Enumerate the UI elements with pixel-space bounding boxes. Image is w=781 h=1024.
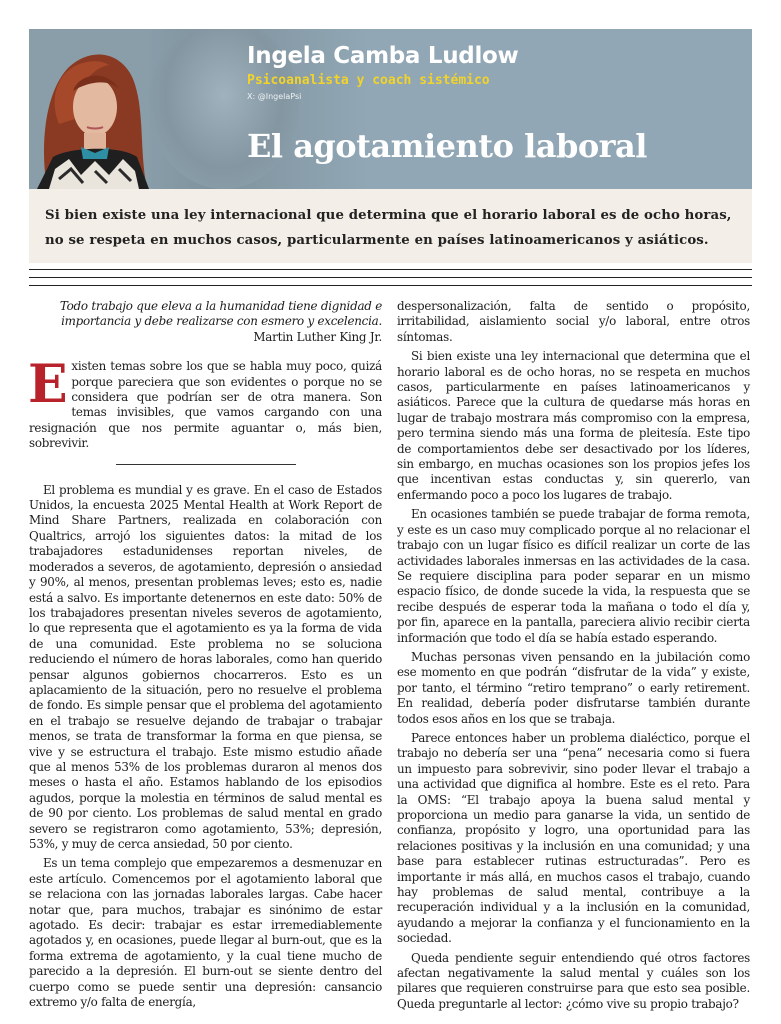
author-portrait: [29, 29, 149, 189]
epigraph-author: Martin Luther King Jr.: [253, 329, 382, 344]
drop-cap: E: [28, 354, 68, 416]
body-paragraph: Parece entonces haber un problema dialéctico, porque el trabajo no debería ser una “pena” necesaria como si fuera un impuesto para sobrevivir, sino poder llevar el trabajo a una actividad que dignifica al hombre. Este es el reto. Para la OMS: “El trabajo apoya la buena salud mental y proporciona un medio para ganarse la vida, un sentido de confianza, propósito y logro, una oportunidad para las relaciones positivas y la inclusión en una comunidad; y una base para establecer rutinas estructuradas”. Pero es importante ir más allá, en muchos casos el trabajo, cuando hay problemas de salud mental, contribuye a la recuperación individual y a la inclusión en la comunidad, ayudando a mejorar la confianza y el funcionamiento en la sociedad.: [397, 730, 750, 946]
left-column: [29, 299, 382, 1014]
author-role: Psicoanalista y coach sistémico: [247, 73, 490, 88]
body-paragraph: Muchas personas viven pensando en la jubilación como ese momento en que podrán “disfrutar de la vida” y existe, por tanto, el término “retiro temprano” o early retirement. En realidad, debería poder disfrutarse también durante todos esos años en los que se trabaja.: [397, 649, 750, 726]
intro-text: xisten temas sobre los que se habla muy poco, quizá porque pareciera que son evidentes o porque no se considera que podrían ser de otra manera. Son temas invisibles, que vamos cargando con una resignación que nos permite aguantar o, más bien, sobrevivir.: [29, 359, 382, 451]
body-paragraph: Queda pendiente seguir entendiendo qué otros factores afectan negativamente la salud mental y cuáles son los pilares que requieren construirse para que esto sea posible. Queda preguntarle al lector: ¿cómo vive su propio trabajo?: [397, 950, 750, 1011]
divider-rule: [29, 285, 752, 286]
divider-rule: [29, 277, 752, 278]
right-column: [397, 299, 750, 1016]
intro-paragraph: [28, 354, 382, 451]
body-paragraph: El problema es mundial y es grave. En el caso de Estados Unidos, la encuesta 2025 Mental Health at Work Report de Mind Share Partners, realizada en colaboración con Qualtrics, arrojó los siguientes datos: la mitad de los trabajadores estadunidenses reportan niveles, de moderados a severos, de agotamiento, depresión o ansiedad y 90%, al menos, presentan problemas leves; esto es, nadie está a salvo. Es importante detenernos en este dato: 50% de los trabajadores presentan niveles severos de agotamiento, lo que representa que el agotamiento es ya la forma de vida de una comunidad. Este problema no se soluciona reduciendo el número de horas laborales, como han querido pensar algunos gobiernos chocarreros. Esto es un aplacamiento de la situación, pero no resuelve el problema de fondo. Es simple pensar que el problema del agotamiento en el trabajo se resuelve dejando de trabajar o trabajar menos, se trata de transformar la forma en que piensa, se vive y se estructura el trabajo. Este mismo estudio añade que al menos 53% de los problemas duraron al menos dos meses o hasta el año. Estamos hablando de los episodios agudos, porque la molestia en términos de salud mental es de 90 por ciento. Los problemas de salud mental en grado severo se registraron como agotamiento, 53%; depresión, 53%, y muy de cerca ansiedad, 50 por ciento.: [29, 482, 382, 851]
article-lead: Si bien existe una ley internacional que determina que el horario laboral es de ocho horas, no se respeta en muchos casos, particularmente en países latinoamericanos y asiáticos.: [45, 208, 732, 248]
author-name: Ingela Camba Ludlow: [247, 43, 519, 69]
article-header: [29, 29, 752, 189]
section-divider: [116, 464, 296, 465]
epigraph-quote: Todo trabajo que eleva a la humanidad tiene dignidad e importancia y debe realizarse con esmero y excelencia.: [59, 299, 382, 329]
body-paragraph: despersonalización, falta de sentido o propósito, irritabilidad, aislamiento social y/o laboral, entre otros síntomas.: [397, 299, 750, 344]
author-handle: X: @IngelaPsi: [247, 92, 302, 101]
body-paragraph: Si bien existe una ley internacional que determina que el horario laboral es de ocho horas, no se respeta en muchos casos, particularmente en países latinoamericanos y asiáticos. Parece que la cultura de quedarse más horas en lugar de trabajo mostrara más compromiso con la empresa, pero termina siendo más una forma de pleitesía. Este tipo de comportamientos debe ser desactivado por los líderes, sin embargo, en muchas ocasiones son los propios jefes los que incentivan estas conductas y, sin quererlo, van enfermando poco a poco los lugares de trabajo.: [397, 349, 750, 502]
body-paragraph: En ocasiones también se puede trabajar de forma remota, y este es un caso muy complicado porque al no relacionar el trabajo con un lugar físico es difícil realizar un corte de las actividades laborales inmersas en las actividades de la casa. Se requiere disciplina para poder separar en un mismo espacio físico, de donde sucede la vida, la respuesta que se recibe después de esperar toda la mañana o todo el día y, por fin, aparece en la pantalla, pareciera alivio recibir cierta información que todo el día se había estado esperando.: [397, 507, 750, 645]
divider-rule: [29, 269, 752, 270]
body-paragraph: Es un tema complejo que empezaremos a desmenuzar en este artículo. Comencemos por el agotamiento laboral que se relaciona con las jornadas laborales largas. Cabe hacer notar que, para muchos, trabajar es sinónimo de estar agotado. Es decir: trabajar es estar irremediablemente agotados y, en ocasiones, puede llegar al burn-out, que es la forma extrema de agotamiento, y la cual tiene mucho de parecido a la depresión. El burn-out se siente dentro del cuerpo como se puede sentir una depresión: cansancio extremo y/o falta de energía,: [29, 856, 382, 1010]
article-title: El agotamiento laboral: [247, 127, 647, 165]
lead-box: [29, 189, 752, 263]
